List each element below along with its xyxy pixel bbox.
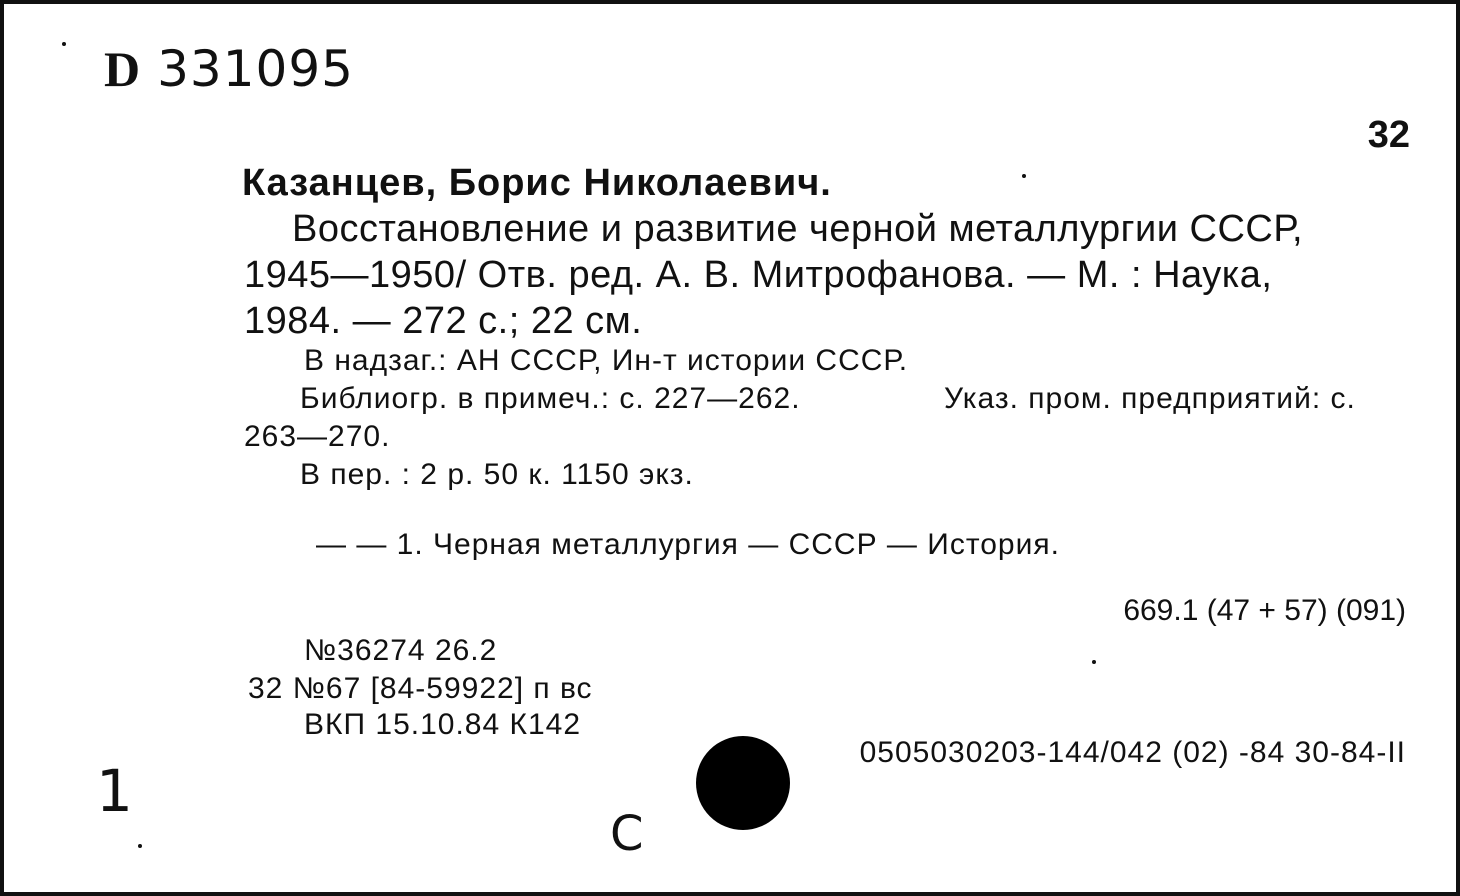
subject-heading: — — 1. Черная металлургия — СССР — История. — [316, 528, 1060, 561]
title-line-1: Восстановление и развитие черной металлургии СССР, — [292, 208, 1304, 250]
inventory-line-2: 32 №67 [84-59922] п вс — [248, 672, 593, 705]
inventory-line-3: ВКП 15.10.84 К142 — [304, 708, 582, 741]
shelfmark-prefix: D — [104, 41, 142, 97]
punch-hole — [696, 736, 790, 830]
speck — [1092, 660, 1096, 664]
card-number: 32 — [1367, 114, 1410, 156]
note-bibliography: Библиогр. в примеч.: с. 227—262. — [300, 382, 801, 415]
title-line-3: 1984. — 272 с.; 22 см. — [244, 300, 643, 342]
bottom-letter: С — [610, 806, 644, 862]
author-heading: Казанцев, Борис Николаевич. — [242, 162, 832, 204]
note-index: Указ. пром. предприятий: с. — [944, 382, 1356, 415]
inventory-line-1: №36274 26.2 — [304, 634, 498, 667]
shelfmark — [104, 40, 354, 98]
speck — [1022, 174, 1026, 178]
title-line-2: 1945—1950/ Отв. ред. А. В. Митрофанова. — М. : Наука, — [244, 254, 1273, 296]
classification-code: 0505030203-144/042 (02) -84 30-84-II — [859, 736, 1406, 769]
shelfmark-number: 331095 — [157, 40, 354, 98]
note-index-pages: 263—270. — [244, 420, 391, 453]
note-price: В пер. : 2 р. 50 к. 1150 экз. — [300, 458, 694, 491]
udc-class: 669.1 (47 + 57) (091) — [1123, 594, 1406, 627]
speck — [138, 844, 142, 848]
speck — [62, 42, 66, 46]
note-above-title: В надзаг.: АН СССР, Ин-т истории СССР. — [304, 344, 909, 377]
margin-mark: 1 — [96, 757, 133, 825]
